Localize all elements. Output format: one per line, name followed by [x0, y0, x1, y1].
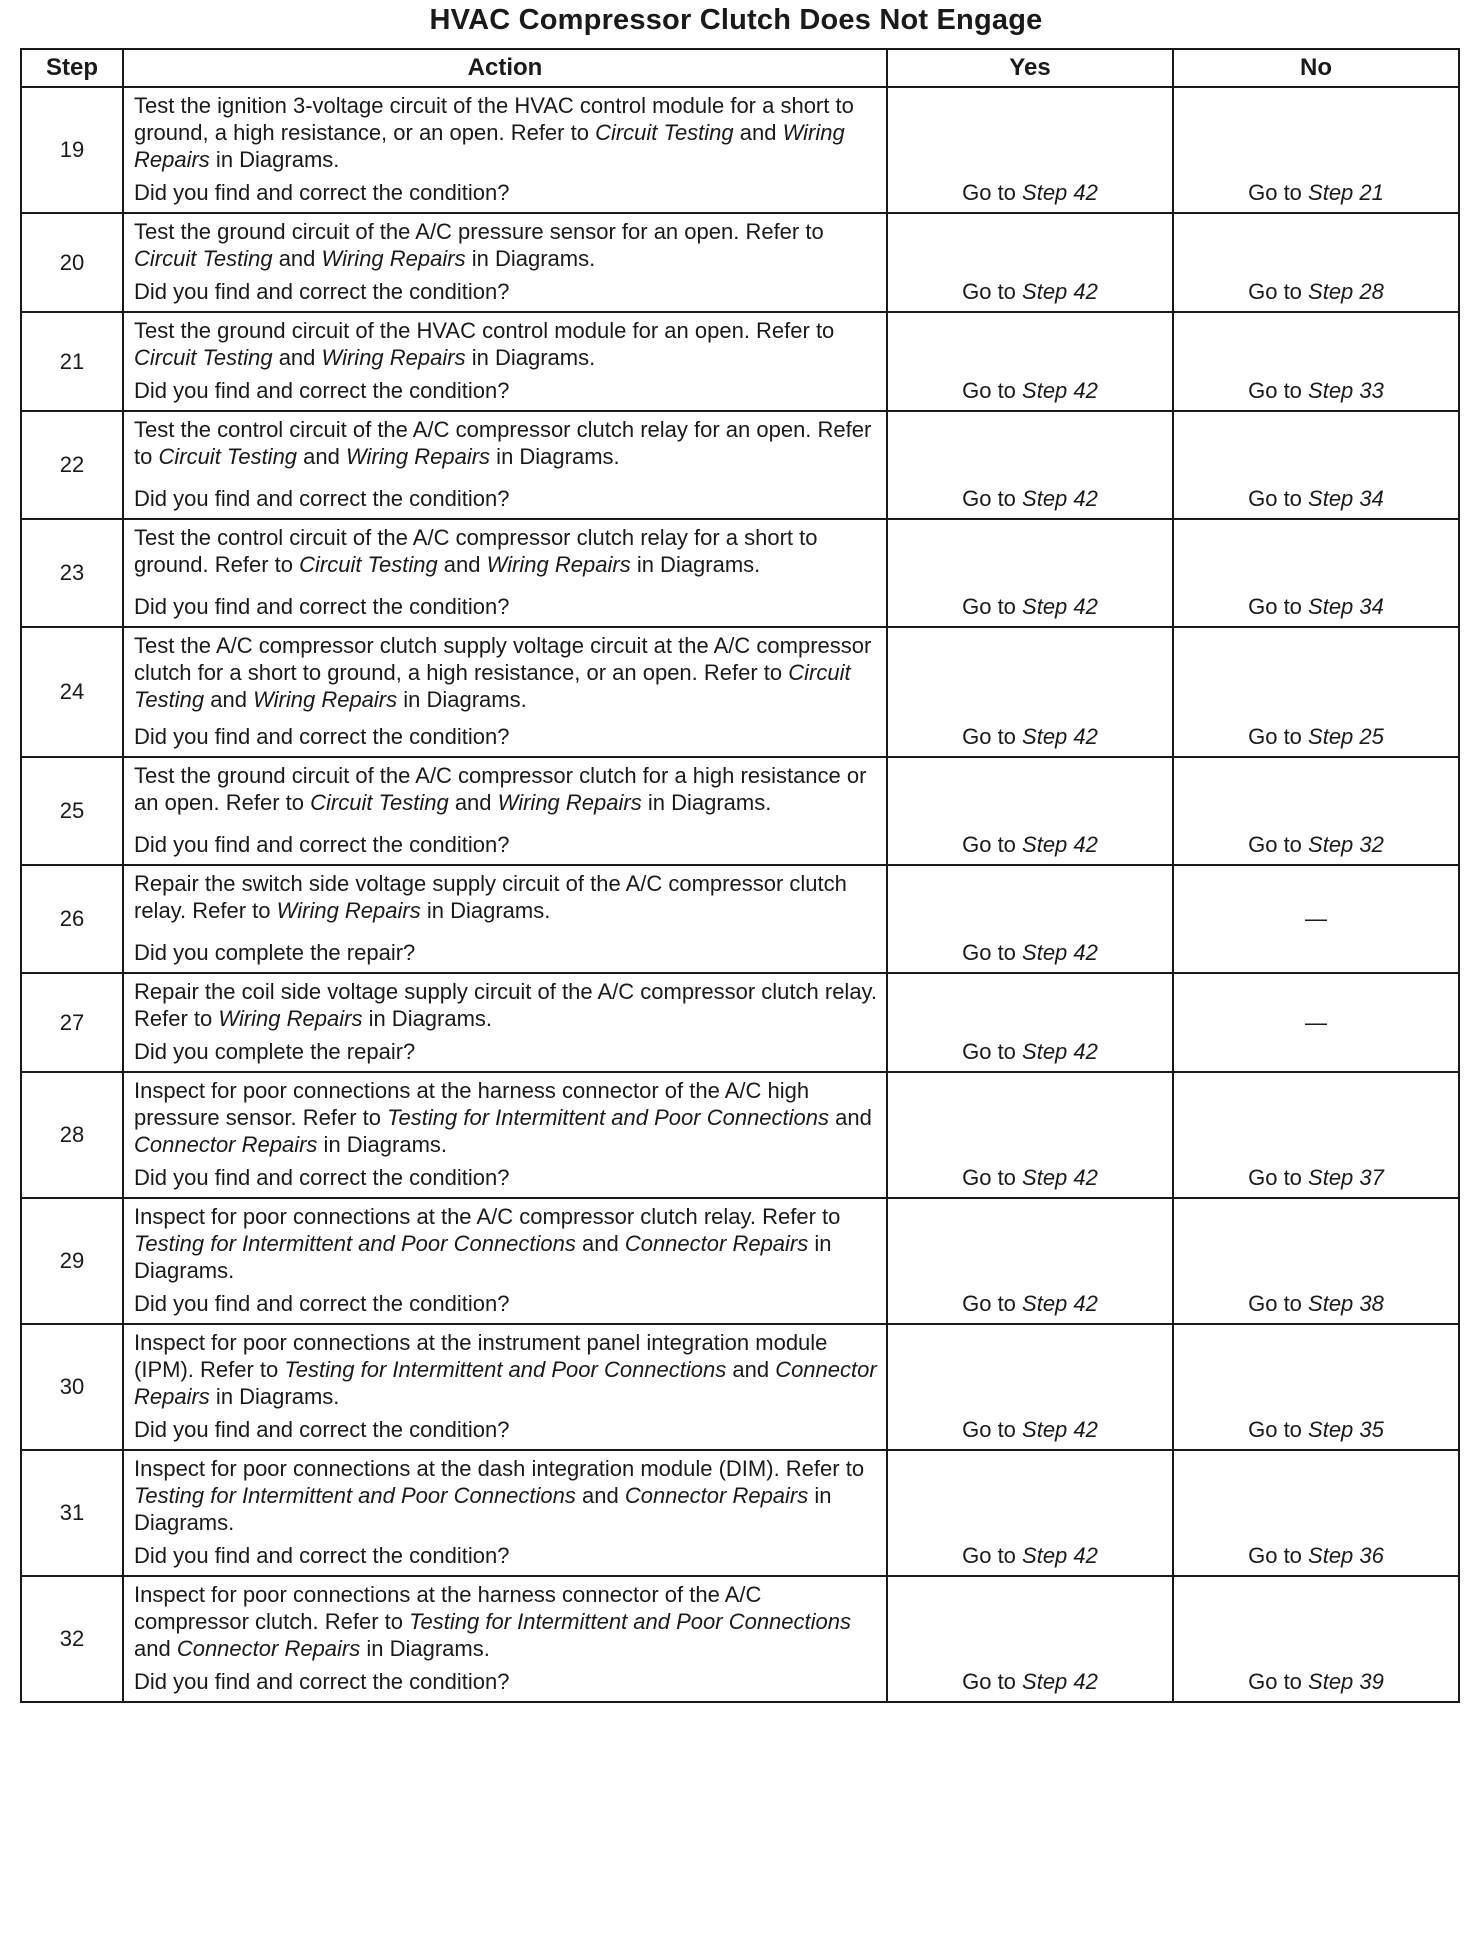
step-reference: Step 37 — [1308, 1165, 1384, 1190]
action-instruction — [134, 632, 878, 713]
goto-text: Go to — [1248, 1417, 1309, 1442]
yes-column-header: Yes — [887, 49, 1173, 87]
action-instruction — [134, 524, 878, 578]
reference-link-text: Circuit Testing — [299, 552, 438, 577]
table-row — [21, 973, 1459, 1072]
instruction-text: in Diagrams. — [209, 1384, 340, 1409]
reference-link-text: Circuit Testing — [134, 660, 851, 712]
instruction-text: Inspect for poor connections at the A/C compressor clutch relay. Refer to — [134, 1204, 841, 1229]
instruction-text: and — [448, 790, 498, 815]
step-number: 31 — [21, 1450, 123, 1576]
step-number: 21 — [21, 312, 123, 411]
instruction-text: Test the control circuit of the A/C compressor clutch relay for a short to ground. Refer to — [134, 525, 818, 577]
instruction-text: in Diagrams. — [465, 246, 596, 271]
goto-text: Go to — [962, 1039, 1023, 1064]
reference-link-text: Testing for Intermittent and Poor Connections — [134, 1231, 576, 1256]
no-outcome — [1173, 519, 1459, 627]
goto-text: Go to — [962, 724, 1023, 749]
reference-link-text: Wiring Repairs — [497, 790, 642, 815]
instruction-text: and — [437, 552, 487, 577]
instruction-text: Repair the switch side voltage supply circuit of the A/C compressor clutch relay. Refer to — [134, 871, 847, 923]
instruction-text: in Diagrams. — [362, 1006, 493, 1031]
action-instruction — [134, 978, 878, 1032]
action-instruction — [134, 218, 878, 272]
reference-link-text: Testing for Intermittent and Poor Connections — [134, 1483, 576, 1508]
step-number: 32 — [21, 1576, 123, 1702]
instruction-text: and — [575, 1483, 625, 1508]
action-question: Did you find and correct the condition? — [134, 378, 510, 403]
step-reference: Step 35 — [1308, 1417, 1384, 1442]
instruction-text: in Diagrams. — [630, 552, 761, 577]
step-reference: Step 34 — [1308, 486, 1384, 511]
instruction-text: and — [297, 444, 346, 469]
step-reference: Step 42 — [1022, 1543, 1098, 1568]
no-outcome — [1173, 213, 1459, 312]
instruction-text: Inspect for poor connections at the harness connector of the A/C high pressure sensor. Refer to — [134, 1078, 810, 1130]
no-outcome — [1173, 1576, 1459, 1702]
action-cell — [123, 1450, 887, 1576]
action-cell — [123, 1324, 887, 1450]
step-reference: Step 42 — [1022, 180, 1098, 205]
yes-outcome — [887, 411, 1173, 519]
table-row — [21, 627, 1459, 757]
action-cell — [123, 519, 887, 627]
reference-link-text: Circuit Testing — [158, 444, 298, 469]
goto-text: Go to — [1248, 832, 1309, 857]
table-row — [21, 1324, 1459, 1450]
action-cell — [123, 627, 887, 757]
action-cell — [123, 411, 887, 519]
step-column-header: Step — [21, 49, 123, 87]
yes-outcome — [887, 627, 1173, 757]
step-reference: Step 42 — [1022, 594, 1098, 619]
goto-text: Go to — [962, 1417, 1023, 1442]
reference-link-text: Wiring Repairs — [345, 444, 491, 469]
step-number: 25 — [21, 757, 123, 865]
action-cell — [123, 757, 887, 865]
step-number: 20 — [21, 213, 123, 312]
goto-text: Go to — [962, 1669, 1023, 1694]
action-cell — [123, 312, 887, 411]
yes-outcome — [887, 1576, 1173, 1702]
action-cell — [123, 865, 887, 973]
instruction-text: in Diagrams. — [397, 687, 527, 712]
no-outcome — [1173, 1450, 1459, 1576]
goto-text: Go to — [962, 378, 1023, 403]
no-outcome-dash: — — [1173, 865, 1459, 973]
reference-link-text: Wiring Repairs — [253, 687, 398, 712]
action-instruction — [134, 1203, 878, 1284]
yes-outcome — [887, 1450, 1173, 1576]
table-row — [21, 411, 1459, 519]
yes-outcome — [887, 865, 1173, 973]
yes-outcome — [887, 519, 1173, 627]
instruction-text: in Diagrams. — [134, 1483, 832, 1535]
step-reference: Step 42 — [1022, 1039, 1098, 1064]
goto-text: Go to — [1248, 1543, 1309, 1568]
step-reference: Step 42 — [1022, 940, 1098, 965]
step-reference: Step 28 — [1308, 279, 1384, 304]
no-outcome — [1173, 1324, 1459, 1450]
yes-outcome — [887, 757, 1173, 865]
goto-text: Go to — [1248, 378, 1309, 403]
step-reference: Step 39 — [1308, 1669, 1384, 1694]
goto-text: Go to — [962, 1543, 1023, 1568]
instruction-text: and — [829, 1105, 872, 1130]
table-row — [21, 865, 1459, 973]
table-row — [21, 1576, 1459, 1702]
action-question: Did you find and correct the condition? — [134, 1669, 510, 1694]
table-header-row — [21, 49, 1459, 87]
reference-link-text: Connector Repairs — [624, 1483, 809, 1508]
step-reference: Step 32 — [1308, 832, 1384, 857]
goto-text: Go to — [962, 1291, 1023, 1316]
instruction-text: Test the ground circuit of the HVAC control module for an open. Refer to — [134, 318, 835, 343]
no-outcome — [1173, 757, 1459, 865]
reference-link-text: Wiring Repairs — [321, 246, 466, 271]
step-number: 29 — [21, 1198, 123, 1324]
reference-link-text: Circuit Testing — [134, 246, 273, 271]
goto-text: Go to — [1248, 724, 1309, 749]
instruction-text: and — [733, 120, 783, 145]
yes-outcome — [887, 87, 1173, 213]
reference-link-text: Connector Repairs — [134, 1132, 318, 1157]
yes-outcome — [887, 973, 1173, 1072]
action-question: Did you find and correct the condition? — [134, 279, 510, 304]
no-outcome-dash: — — [1173, 973, 1459, 1072]
table-row — [21, 213, 1459, 312]
step-reference: Step 38 — [1308, 1291, 1384, 1316]
step-number: 19 — [21, 87, 123, 213]
action-instruction — [134, 416, 878, 470]
table-row — [21, 1072, 1459, 1198]
instruction-text: in Diagrams. — [420, 898, 551, 923]
instruction-text: in Diagrams. — [641, 790, 772, 815]
goto-text: Go to — [1248, 1669, 1309, 1694]
no-outcome — [1173, 627, 1459, 757]
action-cell — [123, 213, 887, 312]
instruction-text: in Diagrams. — [360, 1636, 490, 1661]
action-question: Did you complete the repair? — [134, 940, 416, 965]
step-reference: Step 42 — [1022, 1291, 1098, 1316]
no-outcome — [1173, 411, 1459, 519]
reference-link-text: Testing for Intermittent and Poor Connections — [387, 1105, 830, 1130]
table-row — [21, 87, 1459, 213]
reference-link-text: Circuit Testing — [595, 120, 734, 145]
yes-outcome — [887, 213, 1173, 312]
instruction-text: and — [204, 687, 254, 712]
instruction-text: and — [134, 1636, 177, 1661]
reference-link-text: Circuit Testing — [310, 790, 449, 815]
table-body — [21, 87, 1459, 1702]
goto-text: Go to — [962, 594, 1023, 619]
reference-link-text: Wiring Repairs — [321, 345, 466, 370]
step-number: 24 — [21, 627, 123, 757]
instruction-text: in Diagrams. — [465, 345, 596, 370]
action-instruction — [134, 870, 878, 924]
table-row — [21, 757, 1459, 865]
instruction-text: in Diagrams. — [490, 444, 620, 469]
action-question: Did you find and correct the condition? — [134, 1291, 510, 1316]
instruction-text: and — [272, 345, 322, 370]
no-outcome — [1173, 1072, 1459, 1198]
instruction-text: Test the ground circuit of the A/C pressure sensor for an open. Refer to — [134, 219, 824, 244]
step-number: 28 — [21, 1072, 123, 1198]
step-number: 22 — [21, 411, 123, 519]
instruction-text: and — [575, 1231, 625, 1256]
yes-outcome — [887, 1324, 1173, 1450]
action-question: Did you complete the repair? — [134, 1039, 416, 1064]
goto-text: Go to — [1248, 594, 1309, 619]
action-question: Did you find and correct the condition? — [134, 1165, 510, 1190]
step-reference: Step 42 — [1022, 1417, 1098, 1442]
instruction-text: and — [272, 246, 322, 271]
instruction-text: Test the A/C compressor clutch supply voltage circuit at the A/C compressor clutch for a short to ground, a high resistance, or an open. Refer to — [134, 633, 872, 685]
table-row — [21, 1198, 1459, 1324]
reference-link-text: Connector Repairs — [134, 1357, 877, 1409]
action-cell — [123, 1198, 887, 1324]
reference-link-text: Connector Repairs — [176, 1636, 361, 1661]
step-reference: Step 42 — [1022, 724, 1098, 749]
reference-link-text: Connector Repairs — [624, 1231, 809, 1256]
instruction-text: and — [726, 1357, 776, 1382]
action-column-header: Action — [123, 49, 887, 87]
step-number: 23 — [21, 519, 123, 627]
step-reference: Step 42 — [1022, 1165, 1098, 1190]
action-instruction — [134, 1329, 878, 1410]
reference-link-text: Testing for Intermittent and Poor Connections — [284, 1357, 727, 1382]
reference-link-text: Wiring Repairs — [276, 898, 421, 923]
goto-text: Go to — [962, 832, 1023, 857]
instruction-text: Inspect for poor connections at the dash integration module (DIM). Refer to — [134, 1456, 865, 1481]
goto-text: Go to — [962, 940, 1023, 965]
action-cell — [123, 1072, 887, 1198]
action-instruction — [134, 92, 878, 173]
step-reference: Step 42 — [1022, 378, 1098, 403]
yes-outcome — [887, 312, 1173, 411]
goto-text: Go to — [1248, 1165, 1309, 1190]
table-row — [21, 1450, 1459, 1576]
step-reference: Step 21 — [1308, 180, 1384, 205]
action-question: Did you find and correct the condition? — [134, 1543, 510, 1568]
goto-text: Go to — [962, 279, 1023, 304]
reference-link-text: Wiring Repairs — [218, 1006, 363, 1031]
instruction-text: Test the control circuit of the A/C compressor clutch relay for an open. Refer to — [134, 417, 872, 469]
action-question: Did you find and correct the condition? — [134, 832, 510, 857]
action-question: Did you find and correct the condition? — [134, 594, 510, 619]
table-row — [21, 312, 1459, 411]
step-reference: Step 36 — [1308, 1543, 1384, 1568]
goto-text: Go to — [962, 180, 1023, 205]
goto-text: Go to — [962, 1165, 1023, 1190]
instruction-text: Inspect for poor connections at the instrument panel integration module (IPM). Refer to — [134, 1330, 828, 1382]
action-instruction — [134, 1455, 878, 1536]
yes-outcome — [887, 1072, 1173, 1198]
action-question: Did you find and correct the condition? — [134, 486, 510, 511]
step-reference: Step 42 — [1022, 486, 1098, 511]
instruction-text: in Diagrams. — [134, 1231, 832, 1283]
step-reference: Step 34 — [1308, 594, 1384, 619]
action-instruction — [134, 317, 878, 371]
action-question: Did you find and correct the condition? — [134, 180, 510, 205]
action-cell — [123, 87, 887, 213]
step-reference: Step 42 — [1022, 832, 1098, 857]
goto-text: Go to — [962, 486, 1023, 511]
no-outcome — [1173, 87, 1459, 213]
step-reference: Step 42 — [1022, 279, 1098, 304]
reference-link-text: Testing for Intermittent and Poor Connections — [409, 1609, 851, 1634]
instruction-text: in Diagrams. — [209, 147, 340, 172]
step-reference: Step 33 — [1308, 378, 1384, 403]
instruction-text: Inspect for poor connections at the harness connector of the A/C compressor clutch. Refer to — [134, 1582, 762, 1634]
page-title: HVAC Compressor Clutch Does Not Engage — [429, 4, 1043, 36]
step-reference: Step 25 — [1308, 724, 1384, 749]
action-cell — [123, 1576, 887, 1702]
action-instruction — [134, 1581, 878, 1662]
procedure-table — [20, 48, 1460, 1703]
instruction-text: Test the ignition 3-voltage circuit of the HVAC control module for a short to ground, a high resistance, or an open. Refer to — [134, 93, 854, 145]
reference-link-text: Wiring Repairs — [134, 120, 845, 172]
action-question: Did you find and correct the condition? — [134, 724, 510, 749]
instruction-text: Repair the coil side voltage supply circuit of the A/C compressor clutch relay. Refer to — [134, 979, 878, 1031]
step-number: 30 — [21, 1324, 123, 1450]
goto-text: Go to — [1248, 279, 1309, 304]
action-cell — [123, 973, 887, 1072]
yes-outcome — [887, 1198, 1173, 1324]
step-number: 27 — [21, 973, 123, 1072]
instruction-text: in Diagrams. — [317, 1132, 448, 1157]
reference-link-text: Wiring Repairs — [486, 552, 631, 577]
step-reference: Step 42 — [1022, 1669, 1098, 1694]
goto-text: Go to — [1248, 1291, 1309, 1316]
goto-text: Go to — [1248, 486, 1309, 511]
no-outcome — [1173, 1198, 1459, 1324]
action-instruction — [134, 1077, 878, 1158]
action-question: Did you find and correct the condition? — [134, 1417, 510, 1442]
reference-link-text: Circuit Testing — [134, 345, 273, 370]
goto-text: Go to — [1248, 180, 1309, 205]
no-column-header: No — [1173, 49, 1459, 87]
action-instruction — [134, 762, 878, 816]
no-outcome — [1173, 312, 1459, 411]
table-row — [21, 519, 1459, 627]
instruction-text: Test the ground circuit of the A/C compressor clutch for a high resistance or an open. Refer to — [134, 763, 867, 815]
step-number: 26 — [21, 865, 123, 973]
